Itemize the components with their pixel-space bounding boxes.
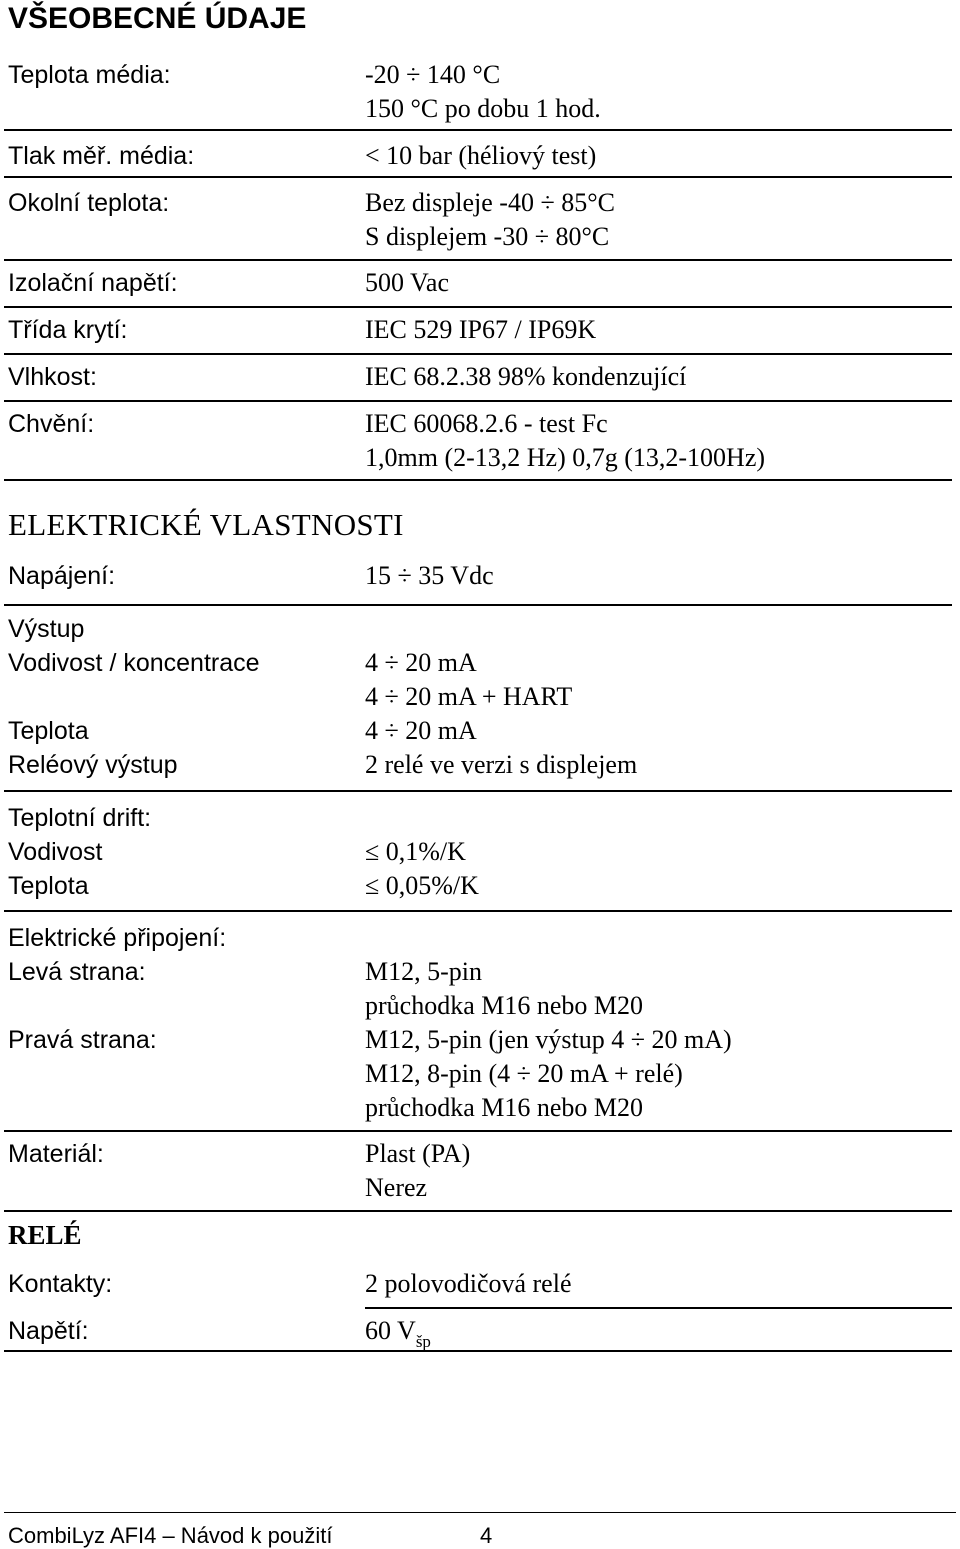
divider [4, 176, 952, 178]
spec-label: Elektrické připojení: Levá strana: Pravá strana: [8, 924, 227, 1054]
divider [4, 479, 952, 481]
spec-label: Napětí: [8, 1317, 89, 1345]
divider [4, 129, 952, 131]
spec-value: 60 $V_{šp}$ [365, 1316, 431, 1351]
spec-label: Výstup Vodivost / koncentrace Teplota Reléový výstup [8, 615, 260, 779]
spec-value: IEC 529 IP67 / IP69K [365, 315, 597, 344]
divider [4, 400, 952, 402]
spec-value: 500 Vac [365, 268, 450, 297]
divider [4, 1130, 952, 1132]
spec-value: IEC 60068.2.6 - test Fc 1,0mm (2-13,2 Hz) 0,7g (13,2-100Hz) [365, 409, 766, 472]
spec-label: Napájení: [8, 562, 116, 590]
section-heading-relay: RELÉ [8, 1220, 82, 1250]
spec-label: Kontakty: [8, 1270, 113, 1298]
spec-value: ≤ 0,1%/K ≤ 0,05%/K [365, 837, 479, 900]
spec-value: IEC 68.2.38 98% kondenzující [365, 362, 687, 391]
spec-value: Plast (PA) Nerez [365, 1139, 471, 1202]
spec-label: Izolační napětí: [8, 269, 178, 297]
spec-label: Chvění: [8, 410, 95, 438]
page-footer [4, 1512, 956, 1548]
spec-value: < 10 bar (héliový test) [365, 141, 597, 170]
section-heading-electrical: ELEKTRICKÉ VLASTNOSTI [8, 507, 404, 542]
spec-value: -20 ÷ 140 °C 150 °C po dobu 1 hod. [365, 60, 601, 123]
divider [4, 910, 952, 912]
divider [4, 1210, 952, 1212]
divider [4, 306, 952, 308]
spec-label: Materiál: [8, 1140, 104, 1168]
spec-label: Třída krytí: [8, 316, 128, 344]
spec-value: 4 ÷ 20 mA 4 ÷ 20 mA + HART 4 ÷ 20 mA 2 relé ve verzi s displejem [365, 648, 638, 779]
spec-value: M12, 5-pin průchodka M16 nebo M20 M12, 5-pin (jen výstup 4 ÷ 20 mA) M12, 8-pin (4 ÷ 20 mA + relé) průchodka M16 nebo M20 [365, 957, 732, 1122]
spec-label: Okolní teplota: [8, 189, 170, 217]
divider [4, 259, 952, 261]
spec-label: Vlhkost: [8, 363, 97, 391]
spec-label: Tlak měř. média: [8, 142, 195, 170]
divider [4, 1350, 952, 1352]
footer-title: CombiLyz AFI4 – Návod k použití [8, 1523, 333, 1548]
spec-value: Bez displeje -40 ÷ 85°C S displejem -30 ÷ 80°C [365, 188, 615, 251]
spec-label: Teplota média: [8, 61, 171, 89]
divider [4, 604, 952, 606]
divider [365, 1307, 952, 1309]
divider [4, 790, 952, 792]
spec-value: 15 ÷ 35 Vdc [365, 561, 494, 590]
divider [4, 353, 952, 355]
section-heading-general: VŠEOBECNÉ ÚDAJE [8, 2, 307, 35]
spec-label: Teplotní drift: Vodivost Teplota [8, 804, 152, 900]
spec-value: 2 polovodičová relé [365, 1269, 572, 1298]
page-number: 4 [480, 1523, 493, 1548]
